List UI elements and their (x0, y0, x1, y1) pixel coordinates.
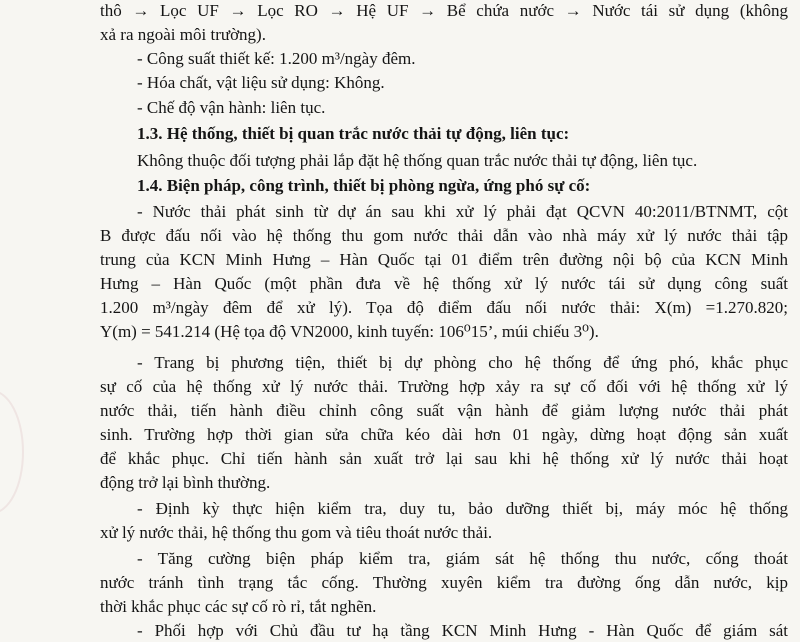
para1-line4: Hưng – Hàn Quốc (một phần đưa về hệ thống xử lý nước tái sử dụng công suất (100, 274, 788, 293)
process-line-2: xả ra ngoài môi trường). (100, 25, 266, 44)
para1-line6: Y(m) = 541.214 (Hệ tọa độ VN2000, kinh tuyến: 106⁰15’, múi chiếu 3⁰). (100, 322, 599, 341)
para4-line1: - Tăng cường biện pháp kiểm tra, giám sát hệ thống thu nước, cống thoát (137, 549, 788, 568)
para3-line1: - Định kỳ thực hiện kiểm tra, duy tu, bảo dưỡng thiết bị, máy móc hệ thống (137, 499, 788, 518)
para2-line3: nước thải, tiến hành điều chỉnh công suất vận hành để giảm lượng nước thải phát (100, 401, 788, 420)
heading-1-4: 1.4. Biện pháp, công trình, thiết bị phòng ngừa, ứng phó sự cố: (137, 176, 591, 195)
process-line-1: thô → Lọc UF → Lọc RO → Hệ UF → Bể chứa nước → Nước tái sử dụng (không (100, 1, 788, 20)
para1-line5: 1.200 m³/ngày đêm để xử lý). Tọa độ điểm đấu nối nước thải: X(m) =1.270.820; (100, 298, 788, 317)
para4-line3: thời khắc phục các sự cố rò rỉ, tắt nghẽn. (100, 597, 377, 616)
para1-line3: trung của KCN Minh Hưng – Hàn Quốc tại 01 điểm trên đường nội bộ của KCN Minh (100, 250, 788, 269)
heading-1-3: 1.3. Hệ thống, thiết bị quan trắc nước thải tự động, liên tục: (137, 124, 570, 143)
para3-line2: xử lý nước thải, hệ thống thu gom và tiêu thoát nước thải. (100, 523, 493, 542)
para2-line1: - Trang bị phương tiện, thiết bị dự phòng cho hệ thống để ứng phó, khắc phục (137, 353, 788, 372)
para4-line2: nước tránh tình trạng tắc cống. Thường xuyên kiểm tra đường ống dẫn nước, kịp (100, 573, 788, 592)
para2-line6: động trở lại bình thường. (100, 473, 271, 492)
para2-line4: sinh. Trường hợp thời gian sửa chữa kéo dài hơn 01 ngày, dừng hoạt động sản xuất (100, 425, 788, 444)
para2-line5: để khắc phục. Chỉ tiến hành sản xuất trở lại sau khi hệ thống xử lý nước thải hoạt (100, 449, 788, 468)
para2-line2: sự cố của hệ thống xử lý nước thải. Trường hợp xảy ra sự cố đối với hệ thống xử lý (100, 377, 788, 396)
para1-line1: - Nước thải phát sinh từ dự án sau khi xử lý phải đạt QCVN 40:2011/BTNMT, cột (137, 202, 788, 221)
chemicals-line: - Hóa chất, vật liệu sử dụng: Không. (137, 73, 385, 92)
para1-line2: B được đấu nối vào hệ thống thu gom nước thải dẫn vào nhà máy xử lý nước thải tập (100, 226, 788, 245)
monitoring-line: Không thuộc đối tượng phải lắp đặt hệ thống quan trắc nước thải tự động, liên tục. (137, 151, 698, 170)
faded-stamp-mark (0, 390, 24, 514)
operation-mode-line: - Chế độ vận hành: liên tục. (137, 98, 326, 117)
para5-line1: - Phối hợp với Chủ đầu tư hạ tầng KCN Minh Hưng - Hàn Quốc để giám sát (137, 621, 788, 640)
capacity-line: - Công suất thiết kế: 1.200 m³/ngày đêm. (137, 49, 416, 68)
